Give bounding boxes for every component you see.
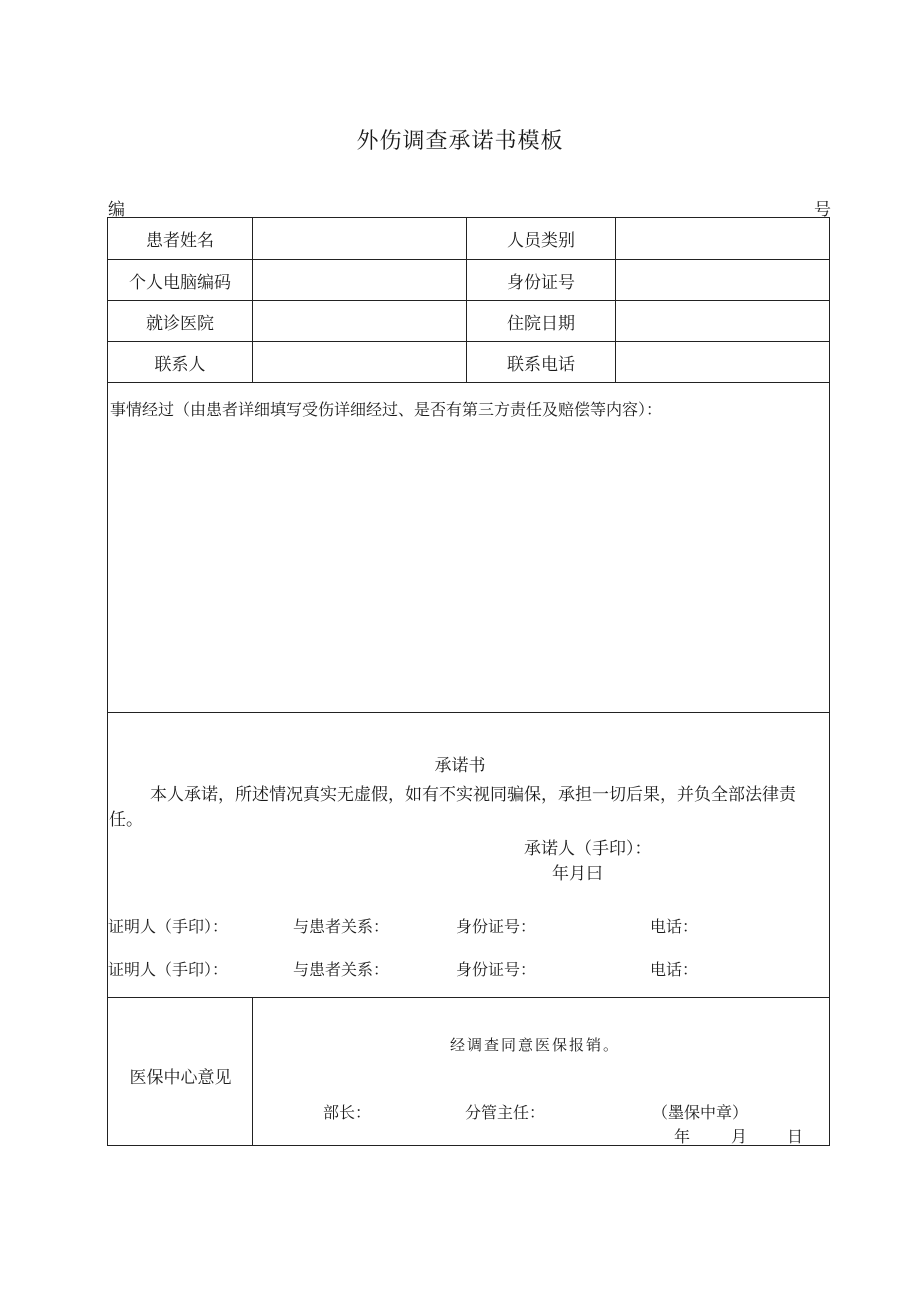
minister-signature: 部长： [323,1103,372,1122]
witness-1-phone: 电话： [650,917,699,936]
number-label-right: 号 [814,200,831,220]
incident-description-label: 事情经过（由患者详细填写受伤详细经过、是否有第三方责任及赔偿等内容）： [110,400,663,419]
witness-1-id: 身份证号： [456,917,537,936]
id-number-field[interactable] [616,260,829,300]
witness-2-signature: 证明人（手印）： [108,960,229,979]
personal-code-field[interactable] [253,260,466,300]
contact-field[interactable] [253,342,466,382]
incident-description-field[interactable] [108,425,829,710]
witness-1-relation: 与患者关系： [293,917,390,936]
witness-2-relation: 与患者关系： [293,960,390,979]
row-divider [107,997,830,998]
hospital-label: 就诊医院 [146,313,214,334]
number-label-left: 编 [108,200,125,220]
supervisor-signature: 分管主任： [465,1103,546,1122]
contact-phone-field[interactable] [616,342,829,382]
witness-1-signature: 证明人（手印）： [108,917,229,936]
opinion-date-day: 日 [787,1127,804,1146]
contact-phone-label: 联系电话 [507,354,575,375]
admission-date-label: 住院日期 [507,313,575,334]
row-divider [107,382,830,383]
admission-date-field[interactable] [616,301,829,341]
contact-label: 联系人 [154,354,206,375]
patient-name-label: 患者姓名 [146,231,214,251]
hospital-field[interactable] [253,301,466,341]
witness-2-id: 身份证号： [456,960,537,979]
id-number-label: 身份证号 [507,272,575,293]
opinion-date-year: 年 [674,1127,691,1146]
row-divider [107,712,830,713]
page-title: 外伤调查承诺书模板 [356,129,564,154]
promise-title: 承诺书 [434,756,486,776]
medical-insurance-opinion-label: 医保中心意见 [129,1068,232,1088]
personal-code-label: 个人电脑编码 [129,272,231,293]
patient-name-field[interactable] [253,218,466,259]
witness-2-phone: 电话： [650,960,699,979]
promise-body: 本人承诺，所述情况真实无虚假，如有不实视同骗保，承担一切后果，并负全部法律责任。 [109,785,796,830]
seal-note: （墨保中章） [652,1103,749,1122]
promisor-signature: 承诺人（手印）： [524,839,652,859]
personnel-category-field[interactable] [616,218,829,259]
opinion-date-month: 月 [731,1127,748,1146]
opinion-text: 经调查同意医保报销。 [450,1036,621,1054]
promise-date: 年月曰 [552,864,603,884]
personnel-category-label: 人员类别 [507,231,575,251]
